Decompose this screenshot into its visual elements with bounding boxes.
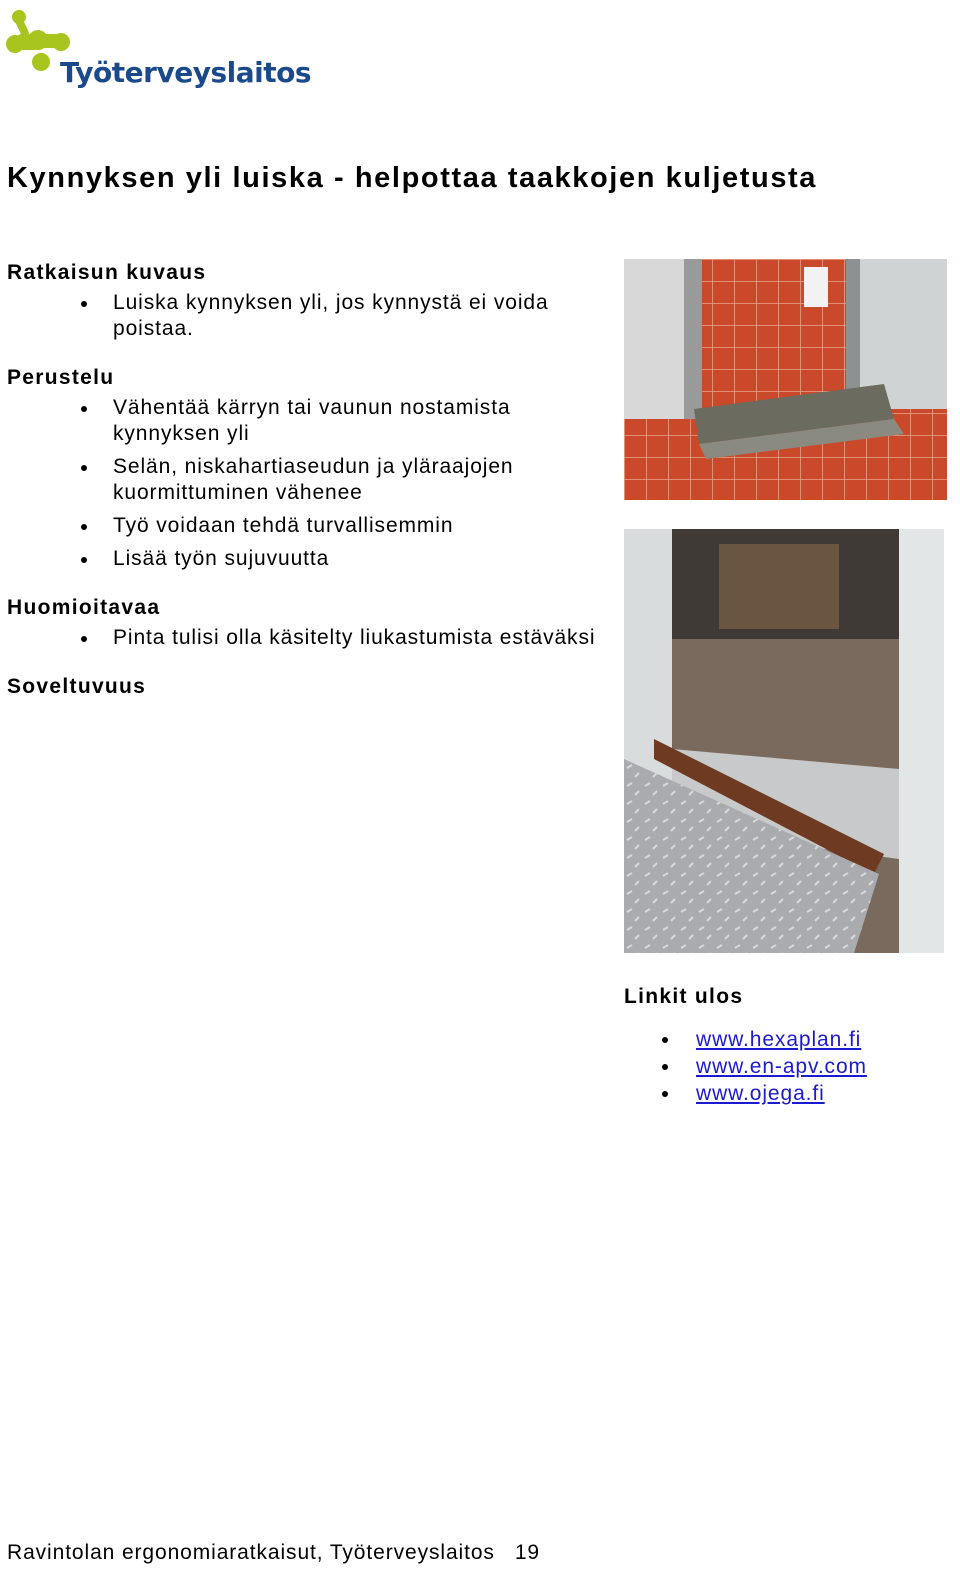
page-number: 19 [514, 1541, 540, 1564]
brand-logo [6, 4, 311, 94]
list-item: Lisää työn sujuvuutta [7, 546, 607, 572]
section-heading: Ratkaisun kuvaus [7, 261, 207, 284]
section-applicability [7, 672, 607, 702]
page-footer [7, 1541, 540, 1565]
section-heading: Perustelu [7, 366, 115, 389]
link-hexaplan[interactable]: www.hexaplan.fi [696, 1028, 862, 1051]
link-item [624, 1026, 867, 1053]
link-item [624, 1053, 867, 1080]
link-en-apv[interactable]: www.en-apv.com [696, 1055, 867, 1078]
list-item: Luiska kynnyksen yli, jos kynnystä ei voida poistaa. [7, 290, 607, 342]
section-heading: Soveltuvuus [7, 675, 147, 698]
section-notes [7, 593, 607, 651]
section-rationale [7, 363, 607, 572]
link-item [624, 1080, 867, 1107]
brand-name: Työterveyslaitos [60, 56, 311, 89]
list-item: Pinta tulisi olla käsitelty liukastumista estäväksi [7, 625, 607, 651]
list-item: Työ voidaan tehdä turvallisemmin [7, 513, 607, 539]
section-heading: Huomioitavaa [7, 596, 161, 619]
page-title: Kynnyksen yli luiska - helpottaa taakkojen kuljetusta [7, 162, 818, 194]
list-item: Selän, niskahartiaseudun ja yläraajojen kuormittuminen vähenee [7, 454, 607, 506]
list-item: Vähentää kärryn tai vaunun nostamista kynnyksen yli [7, 395, 607, 447]
photo-tiled-threshold [624, 259, 947, 500]
external-links [624, 982, 867, 1107]
section-description [7, 258, 607, 342]
link-ojega[interactable]: www.ojega.fi [696, 1082, 825, 1105]
photo-metal-ramp [624, 529, 944, 953]
links-heading: Linkit ulos [624, 985, 744, 1008]
footer-text: Ravintolan ergonomiaratkaisut, Työterveyslaitos [7, 1541, 495, 1564]
content-column [7, 258, 607, 702]
